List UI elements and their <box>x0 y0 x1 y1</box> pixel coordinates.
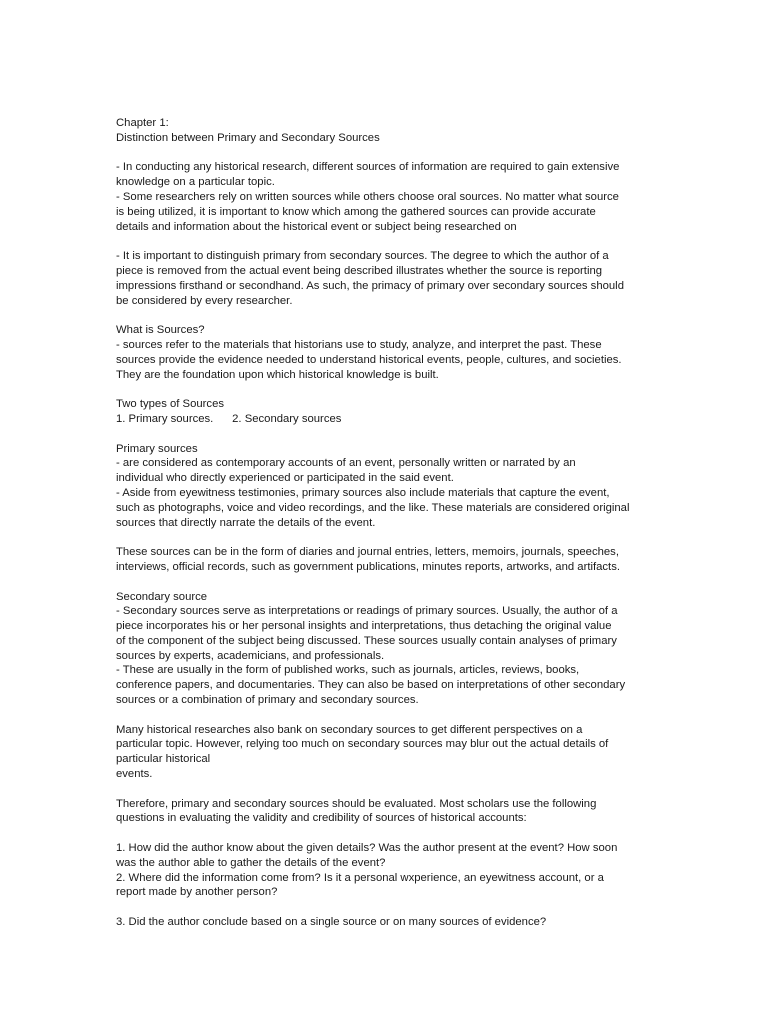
text-line: - It is important to distinguish primary from secondary sources. The degree to which the author of a <box>116 250 609 263</box>
text-line: particular historical <box>116 753 211 766</box>
what-is-sources-paragraph <box>116 338 656 382</box>
paragraph-gap <box>116 530 656 545</box>
paragraph-gap <box>116 782 656 797</box>
text-line: - Some researchers rely on written sources while others choose oral sources. No matter what source <box>116 190 619 203</box>
text-line: knowledge on a particular topic. <box>116 176 275 189</box>
distinguish-paragraph <box>116 249 656 308</box>
text-line: report made by another person? <box>116 886 278 899</box>
text-line: details and information about the historical event or subject being researched on <box>116 220 517 233</box>
therefore-paragraph <box>116 797 656 827</box>
text-line: Therefore, primary and secondary sources should be evaluated. Most scholars use the following <box>116 797 597 810</box>
text-line: of the component of the subject being discussed. These sources usually contain analyses of primary <box>116 634 617 647</box>
text-line: was the author able to gather the details of the event? <box>116 856 386 869</box>
paragraph-gap <box>116 708 656 723</box>
what-is-sources-heading: What is Sources? <box>116 324 205 337</box>
text-line: individual who directly experienced or participated in the said event. <box>116 472 454 485</box>
text-line: impressions firsthand or secondhand. As such, the primacy of primary over secondary sources should <box>116 279 624 292</box>
paragraph-gap <box>116 234 656 249</box>
text-line: questions in evaluating the validity and credibility of sources of historical accounts: <box>116 812 527 825</box>
paragraph-gap <box>116 146 656 161</box>
paragraph-gap <box>116 427 656 442</box>
text-line: - These are usually in the form of published works, such as journals, articles, reviews, books, <box>116 664 580 677</box>
secondary-source-heading: Secondary source <box>116 590 208 603</box>
forms-paragraph <box>116 545 656 575</box>
text-line: particular topic. However, relying too much on secondary sources may blur out the actual details of <box>116 738 609 751</box>
primary-sources-paragraph <box>116 456 656 530</box>
text-line: be considered by every researcher. <box>116 294 293 307</box>
paragraph-gap <box>116 575 656 590</box>
paragraph-gap <box>116 382 656 397</box>
primary-sources-heading: Primary sources <box>116 442 198 455</box>
types-heading: Two types of Sources <box>116 398 224 411</box>
text-line: Many historical researches also bank on secondary sources to get different perspectives on a <box>116 723 583 736</box>
document-page <box>116 116 656 930</box>
text-line: such as photographs, voice and video recordings, and the like. These materials are considered original <box>116 501 630 514</box>
intro-paragraph <box>116 160 656 234</box>
questions-list <box>116 841 656 900</box>
paragraph-gap <box>116 826 656 841</box>
text-line: These sources can be in the form of diaries and journal entries, letters, memoirs, journals, speeches, <box>116 546 619 559</box>
text-line: sources or a combination of primary and secondary sources. <box>116 694 419 707</box>
text-line: 2. Where did the information come from? Is it a personal wxperience, an eyewitness account, or a <box>116 871 604 884</box>
text-line: sources by experts, academicians, and professionals. <box>116 649 385 662</box>
chapter-heading: Chapter 1: <box>116 117 169 129</box>
text-line: is being utilized, it is important to know which among the gathered sources can provide accurate <box>116 205 596 218</box>
secondary-source-paragraph <box>116 604 656 708</box>
chapter-title: Distinction between Primary and Secondary Sources <box>116 131 380 144</box>
text-line: They are the foundation upon which historical knowledge is built. <box>116 368 439 381</box>
question-3: 3. Did the author conclude based on a single source or on many sources of evidence? <box>116 916 547 929</box>
text-line: piece is removed from the actual event being described illustrates whether the source is reporting <box>116 264 603 277</box>
text-line: conference papers, and documentaries. They can also be based on interpretations of other secondary <box>116 679 626 692</box>
text-line: - In conducting any historical research, different sources of information are required to gain extensive <box>116 161 620 174</box>
text-line: - Aside from eyewitness testimonies, primary sources also include materials that capture the event, <box>116 486 610 499</box>
paragraph-gap <box>116 308 656 323</box>
text-line: interviews, official records, such as government publications, minutes reports, artworks, and artifacts. <box>116 560 620 573</box>
many-researches-paragraph <box>116 723 656 782</box>
text-line: - Secondary sources serve as interpretations or readings of primary sources. Usually, the author of a <box>116 605 618 618</box>
types-list: 1. Primary sources. 2. Secondary sources <box>116 412 342 425</box>
text-line: 1. How did the author know about the given details? Was the author present at the event? How soon <box>116 842 618 855</box>
text-line: events. <box>116 768 153 781</box>
text-line: - are considered as contemporary accounts of an event, personally written or narrated by an <box>116 457 576 470</box>
text-line: sources provide the evidence needed to understand historical events, people, cultures, and societies. <box>116 353 622 366</box>
text-line: sources that directly narrate the details of the event. <box>116 516 376 529</box>
paragraph-gap <box>116 900 656 915</box>
text-line: piece incorporates his or her personal insights and interpretations, thus detaching the original value <box>116 620 612 633</box>
text-line: - sources refer to the materials that historians use to study, analyze, and interpret the past. These <box>116 338 602 351</box>
